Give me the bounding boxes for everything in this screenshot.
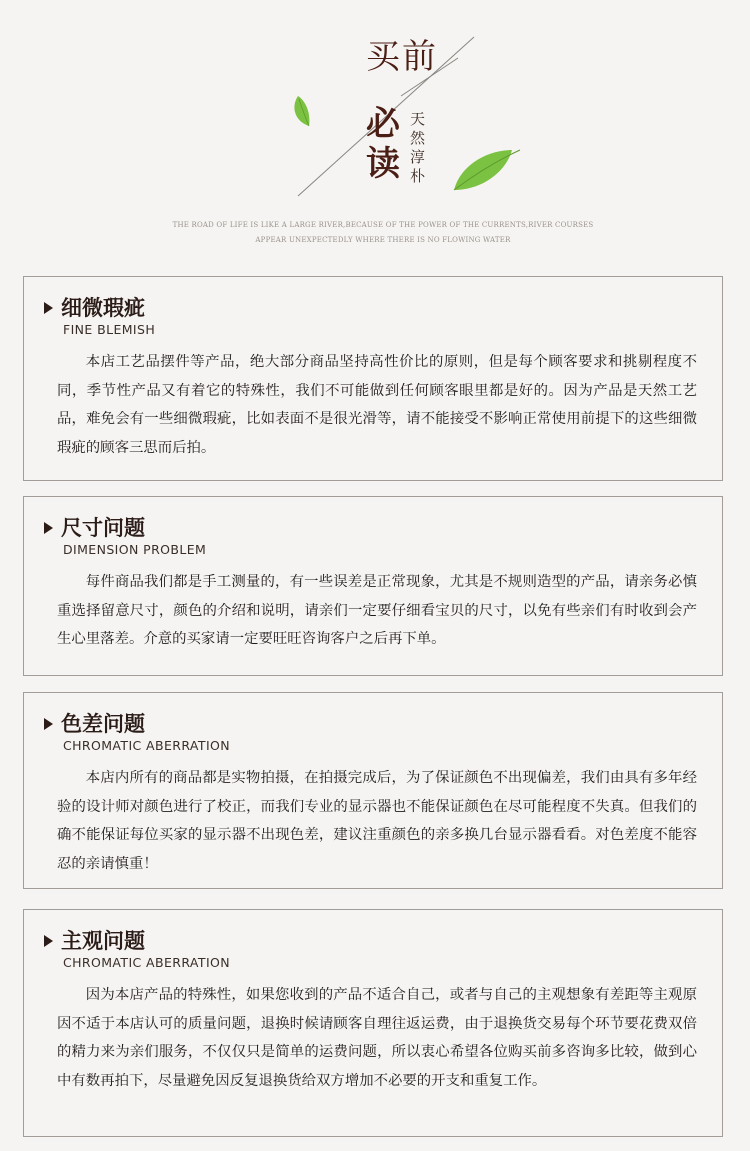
section-title-row (44, 710, 145, 738)
section-title-row (44, 294, 145, 322)
header-banner (0, 0, 750, 270)
section-body: 本店工艺品摆件等产品，绝大部分商品坚持高性价比的原则，但是每个顾客要求和挑剔程度不同，季节性产品又有着它的特殊性，我们不可能做到任何顾客眼里都是好的。因为产品是天然工艺品，难免会有一些细微瑕疵，比如表面不是很光滑等，请不能接受不影响正常使用前提下的这些细微瑕疵的顾客三思而后拍。 (57, 354, 697, 456)
section-subtitle: FINE BLEMISH (63, 322, 156, 337)
header-title-line2: 必读 (366, 104, 400, 184)
section-subtitle: CHROMATIC ABERRATION (63, 955, 231, 970)
header-english-line2: APPEAR UNEXPECTEDLY WHERE THERE IS NO FLOWING WATER (255, 236, 511, 244)
section-card-dimension-problem (23, 496, 723, 676)
section-body: 每件商品我们都是手工测量的，有一些误差是正常现象，尤其是不规则造型的产品，请亲务必慎重选择留意尺寸，颜色的介绍和说明，请亲们一定要仔细看宝贝的尺寸，以免有些亲们有时收到会产生心里落差。介意的买家请一定要旺旺咨询客户之后再下单。 (57, 574, 697, 647)
triangle-bullet-icon (44, 302, 53, 314)
section-card-chromatic-aberration (23, 692, 723, 889)
section-title: 主观问题 (61, 929, 145, 953)
section-card-subjective-problem (23, 909, 723, 1137)
triangle-bullet-icon (44, 718, 53, 730)
section-card-fine-blemish (23, 276, 723, 481)
header-english-line1: THE ROAD OF LIFE IS LIKE A LARGE RIVER,BECAUSE OF THE POWER OF THE CURRENTS,RIVER COURSES (172, 221, 594, 229)
section-subtitle: DIMENSION PROBLEM (63, 542, 207, 557)
section-title-row (44, 514, 145, 542)
large-leaf-icon (454, 150, 520, 190)
section-subtitle: CHROMATIC ABERRATION (63, 738, 231, 753)
section-title: 尺寸问题 (61, 516, 145, 540)
small-leaf-icon (294, 96, 309, 126)
header-title-line1: 买前 (366, 37, 438, 77)
triangle-bullet-icon (44, 935, 53, 947)
triangle-bullet-icon (44, 522, 53, 534)
header-side-text: 天然淳朴 (410, 110, 426, 185)
section-body: 本店内所有的商品都是实物拍摄，在拍摄完成后，为了保证颜色不出现偏差，我们由具有多年经验的设计师对颜色进行了校正，而我们专业的显示器也不能保证颜色在尽可能程度不失真。但我们的确不能保证每位买家的显示器不出现色差，建议注重颜色的亲多换几台显示器看看。对色差度不能容忍的亲请慎重！ (57, 770, 697, 872)
section-title: 色差问题 (61, 712, 145, 736)
section-title-row (44, 927, 145, 955)
section-body: 因为本店产品的特殊性，如果您收到的产品不适合自己，或者与自己的主观想象有差距等主观原因不适于本店认可的质量问题，退换时候请顾客自理往返运费，由于退换货交易每个环节要花费双倍的精力来为亲们服务，不仅仅只是简单的运费问题，所以衷心希望各位购买前多咨询多比较，做到心中有数再拍下，尽量避免因反复退换货给双方增加不必要的开支和重复工作。 (57, 987, 697, 1089)
section-title: 细微瑕疵 (61, 296, 145, 320)
